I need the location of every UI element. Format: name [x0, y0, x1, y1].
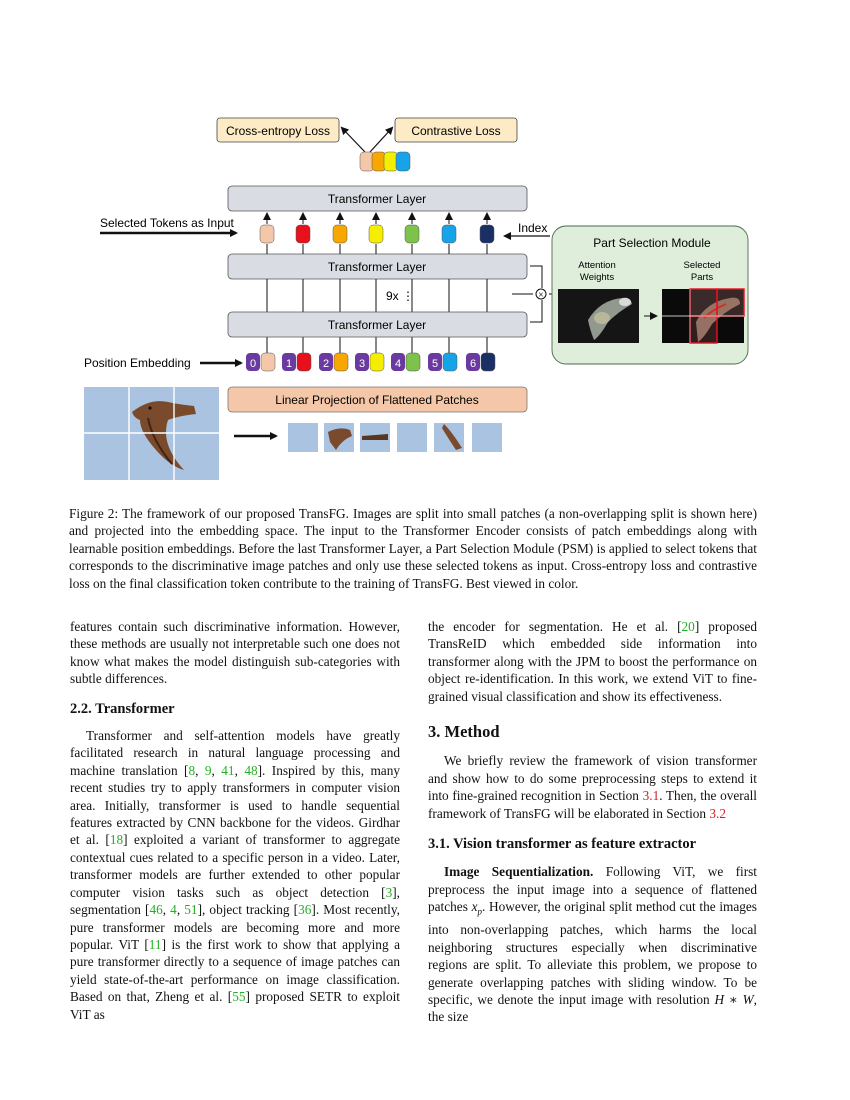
flattened-patch-5 — [472, 423, 502, 452]
repeat-label: 9x — [386, 289, 399, 303]
position-embedding-label: Position Embedding — [84, 356, 191, 370]
arrow-to-cross-entropy — [342, 128, 365, 152]
transformer-layer-bottom-label: Transformer Layer — [327, 318, 427, 332]
transformer-layer-top-label: Transformer Layer — [327, 192, 427, 206]
position-index-label-2: 2 — [322, 358, 330, 370]
section-ref-3-1[interactable]: 3.1 — [642, 788, 660, 804]
input-bird-image — [84, 387, 219, 480]
final-token-stack — [360, 152, 410, 171]
multiply-symbol: × — [538, 290, 544, 301]
linear-projection-label: Linear Projection of Flattened Patches — [275, 393, 479, 407]
cross-entropy-loss-label: Cross-entropy Loss — [225, 124, 331, 138]
paragraph-transformer: Transformer and self-attention models have greatly facilitated research in natural language processing and machine translation [8, 9, 41, 48]. Inspired by this, many recent studies try to apply transformers in computer vision area. Initially, transformer is used to handle sequential features extracted by CNN backbone for the videos. Girdhar et al. [18] exploited a variant of transformer to aggregate contextual cues related to a specific person in a video. Later, transformer models are further extended to other popular computer vision tasks such as object detection [3], segmentation [46, 4, 51], object tracking [36]. Most recently, pure transformer models are becoming more and more popular. ViT [11] is the first work to show that applying a pure transformer directly to a sequence of image patches can yield state-of-the-art performance on image classification. Based on that, Zheng et al. [55] proposed SETR to exploit ViT as — [70, 728, 400, 1022]
paragraph-method: We briefly review the framework of vision transformer and show how to do some preprocessing steps to extend it into fine-grained recognition in Section 3.1. Then, the overall framework of TransFG will be elaborated in Section 3.2 — [428, 753, 757, 821]
citation-51[interactable]: 51 — [184, 902, 198, 918]
selected-token-2 — [333, 225, 347, 243]
flattened-patch-row — [288, 423, 502, 452]
selected-token-5 — [442, 225, 456, 243]
psm-link-upper — [530, 266, 542, 288]
repeat-dots: ⋮ — [402, 289, 414, 303]
selected-token-6 — [480, 225, 494, 243]
section-heading-method: 3. Method — [428, 722, 500, 742]
patch-token-0 — [261, 353, 275, 371]
final-token-3 — [396, 152, 410, 171]
position-index-label-3: 3 — [358, 358, 366, 370]
citation-3[interactable]: 3 — [385, 884, 393, 900]
patch-token-6 — [481, 353, 495, 371]
citation-11[interactable]: 11 — [148, 936, 162, 952]
transfg-framework-figure — [0, 0, 850, 500]
position-index-label-5: 5 — [431, 358, 439, 370]
citation-20[interactable]: 20 — [681, 619, 695, 634]
figure-caption: Figure 2: The framework of our proposed TransFG. Images are split into small patches (a non-overlapping split is shown here) and projected into the embedding space. The input to the Transformer Encoder consists of patch embeddings along with learnable position embeddings. Before the last Transformer Layer, a Part Selection Module (PSM) is applied to select tokens that corresponds to the discriminative image patches and only use these selected tokens as input. Cross-entropy loss and contrastive loss on the final classification token contribute to the training of TransFG. Best viewed in color. — [69, 506, 757, 591]
psm-link-lower — [530, 300, 542, 322]
selected-token-0 — [260, 225, 274, 243]
selected-parts-image — [662, 289, 744, 343]
index-label: Index — [518, 221, 548, 235]
attention-weights-image — [558, 289, 639, 343]
selected-token-4 — [405, 225, 419, 243]
position-token-row — [246, 353, 495, 371]
citation-18[interactable]: 18 — [109, 832, 124, 848]
psm-attention-label-2: Weights — [579, 272, 615, 283]
position-index-label-0: 0 — [249, 358, 257, 370]
section-heading-transformer: 2.2. Transformer — [70, 700, 175, 717]
selected-token-row — [260, 225, 494, 243]
paragraph-image-sequentialization: Image Sequentialization. Following ViT, we first preprocess the input image into a sequence of flattened patches $x_p$. However, the original split method cut the images into non-overlapping patches, which harms the local neighboring structures especially when discriminative regions are split. To alleviate this problem, we propose to generate overlapping patches with sliding window. To be specific, we denote the input image with resolution H ∗ W, the size — [428, 864, 757, 1025]
psm-attention-label-1: Attention — [578, 260, 616, 271]
psm-selected-label-1: Selected — [683, 260, 721, 271]
patch-token-1 — [297, 353, 311, 371]
patch-token-4 — [406, 353, 420, 371]
selected-token-3 — [369, 225, 383, 243]
patch-token-5 — [443, 353, 457, 371]
position-index-label-6: 6 — [469, 358, 477, 370]
psm-selected-label-2: Parts — [690, 272, 714, 283]
left-column — [70, 618, 400, 1023]
selected-tokens-label: Selected Tokens as Input — [100, 216, 234, 230]
right-column — [428, 618, 757, 1026]
selected-token-1 — [296, 225, 310, 243]
patch-token-3 — [370, 353, 384, 371]
psm-title: Part Selection Module — [593, 236, 711, 250]
citation-4[interactable]: 4 — [170, 902, 177, 918]
section-ref-3-2[interactable]: 3.2 — [709, 805, 727, 821]
citation-55[interactable]: 55 — [232, 989, 246, 1005]
citation-41[interactable]: 41 — [221, 762, 235, 778]
citation-48[interactable]: 48 — [244, 762, 258, 778]
flattened-patch-3 — [397, 423, 427, 452]
citation-46[interactable]: 46 — [149, 902, 163, 918]
paragraph-related-continued: the encoder for segmentation. He et al. [20] proposed TransReID which embedded side information into transformer along with the JPM to boost the performance on object re-identification. In this work, we extend ViT to fine-grained visual classification and show its effectiveness. — [428, 619, 757, 704]
transformer-layer-middle-label: Transformer Layer — [327, 260, 427, 274]
citation-36[interactable]: 36 — [298, 902, 312, 918]
arrow-to-contrastive — [370, 128, 392, 152]
paragraph-intro-continued: features contain such discriminative information. However, these methods are usually not interpretable such one does not know what makes the model distinguish sub-categories with subtle differences. — [70, 619, 400, 687]
position-index-label-4: 4 — [394, 358, 402, 370]
flattened-patch-0 — [288, 423, 318, 452]
section-heading-vit: 3.1. Vision transformer as feature extractor — [428, 836, 697, 853]
citation-8[interactable]: 8 — [188, 762, 196, 778]
patch-token-2 — [334, 353, 348, 371]
contrastive-loss-label: Contrastive Loss — [411, 124, 501, 138]
citation-9[interactable]: 9 — [204, 762, 212, 778]
position-index-label-1: 1 — [285, 358, 293, 370]
